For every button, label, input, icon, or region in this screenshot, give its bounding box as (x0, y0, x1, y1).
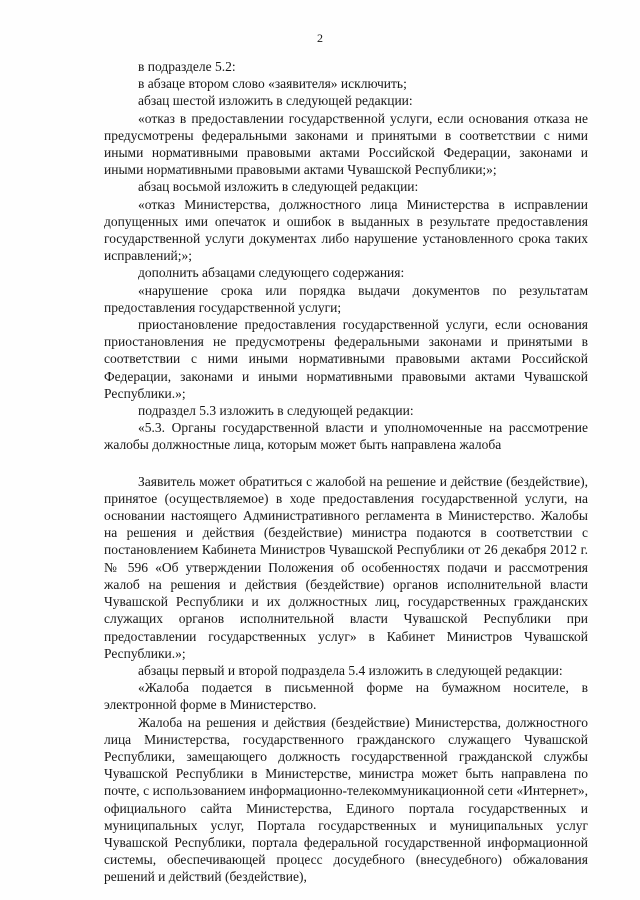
paragraph-add-abzacs-heading: дополнить абзацами следующего содержания: (138, 265, 405, 281)
paragraph-eighth-abzac-heading: абзац восьмой изложить в следующей редакции: (138, 179, 419, 195)
document-body (104, 58, 588, 886)
paragraph-deadline-violation: «нарушение срока или порядка выдачи документов по результатам предоставления государственной услуги; (104, 282, 588, 315)
paragraph-suspension-grounds: приостановление предоставления государственной услуги, если основания приостановления не предусмотрены федеральными законами и принятыми в соответствии с ними иными нормативными правовыми актами Российской Федерации, законами и иными нормативными правовыми актами Чувашской Республики.»; (104, 317, 588, 401)
paragraph-refusal-grounds: «отказ в предоставлении государственной услуги, если основания отказа не предусмотрены федеральными законами и принятыми в соответствии с ними иными нормативными правовыми актами Российской Федерации, законами и иными нормативными правовыми актами Чувашской Республики;»; (104, 110, 588, 178)
paragraph-subsection-5-3-heading: подраздел 5.3 изложить в следующей редакции: (138, 403, 414, 419)
paragraph-complaint-procedure: Заявитель может обратиться с жалобой на решение и действие (бездействие), принятое (осуществляемое) в ходе предоставления государственной услуги, на основании настоящего Административного регламента в Министерство. Жалобы на решения и действия (бездействие) министра подаются в соответствии с постановлением Кабинета Министров Чувашской Республики от 26 декабря 2012 г. № 596 «Об утверждении Положения об особенностях подачи и рассмотрения жалоб на решения и действия (бездействие) органов исполнительной власти Чувашской Республики и их должностных лиц, государственных гражданских служащих органов исполнительной власти Чувашской Республики при предоставлении государственных услуг» в Кабинет Министров Чувашской Республики.»; (104, 473, 588, 661)
paragraph-complaint-form: «Жалоба подается в письменной форме на бумажном носителе, в электронной форме в Министерство. (104, 680, 588, 713)
paragraph-sixth-abzac-heading: абзац шестой изложить в следующей редакции: (138, 93, 413, 109)
paragraph-correction-refusal: «отказ Министерства, должностного лица Министерства в исправлении допущенных ими опечаток и ошибок в выданных в результате предоставления государственной услуги документах либо нарушение установленного срока таких исправлений;»; (104, 196, 588, 264)
paragraph-section-5-3-title: «5.3. Органы государственной власти и уполномоченные на рассмотрение жалобы должностные лица, которым может быть направлена жалоба (104, 420, 588, 453)
paragraph-subsection-5-4-heading: абзацы первый и второй подраздела 5.4 изложить в следующей редакции: (138, 662, 563, 678)
paragraph-second-abzac-change: в абзаце втором слово «заявителя» исключить; (138, 76, 407, 92)
page-number: 2 (317, 31, 323, 45)
paragraph-complaint-channels: Жалоба на решения и действия (бездействие) Министерства, должностного лица Министерства, государственного гражданского служащего Чувашской Республики, замещающего должность государственной гражданской службы Чувашской Республики в Министерстве, министра может быть направлена по почте, с использованием информационно-телекоммуникационной сети «Интернет», официального сайта Министерства, Единого портала государственных и муниципальных услуг, Портала государственных и муниципальных услуг Чувашской Республики, портала федеральной государственной информационной системы, обеспечивающей процесс досудебного (внесудебного) обжалования решений и действий (бездействие), (104, 714, 588, 885)
paragraph-subsection-5-2-heading: в подразделе 5.2: (138, 59, 236, 74)
